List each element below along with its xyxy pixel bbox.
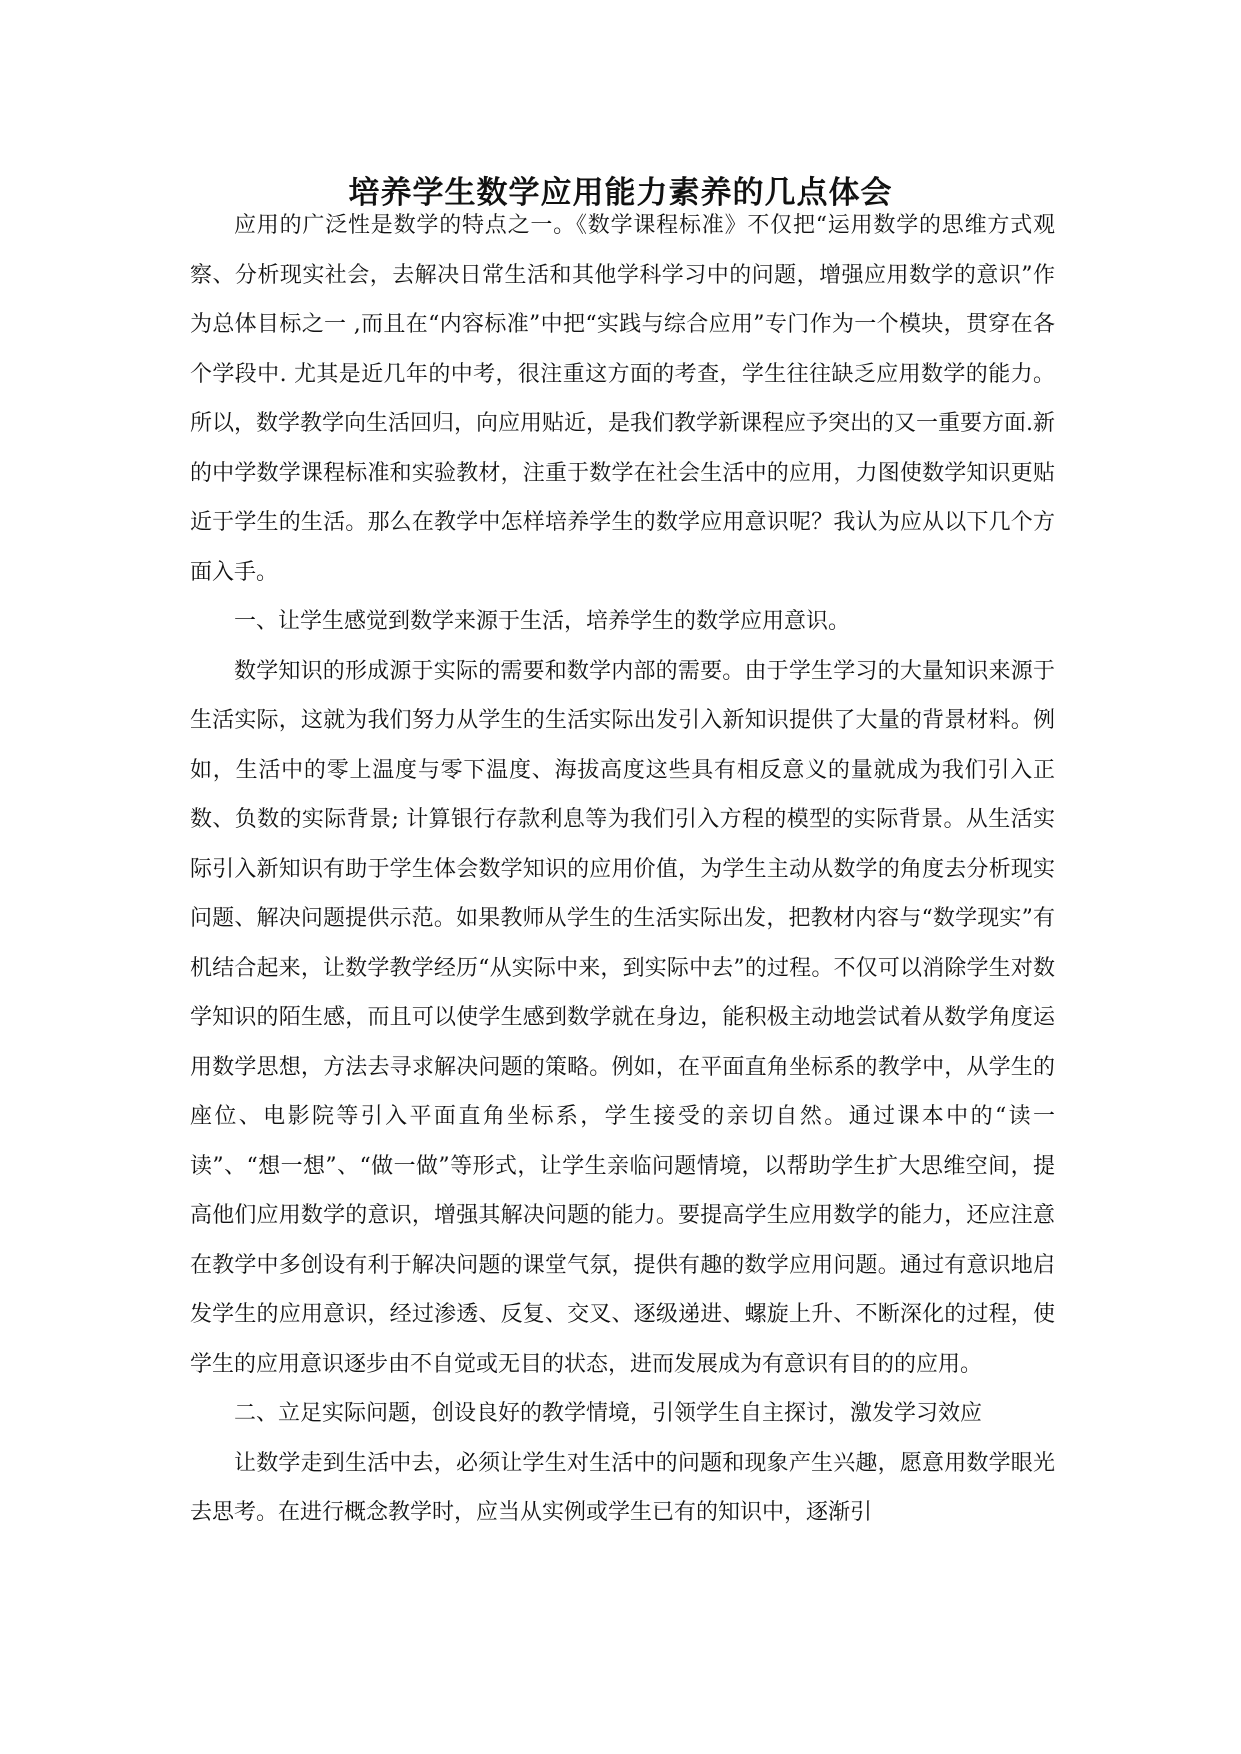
section-heading-1: 一、让学生感觉到数学来源于生活，培养学生的数学应用意识。 [234,609,851,634]
document-body [190,201,1055,1538]
paragraph-section-1: 数学知识的形成源于实际的需要和数学内部的需要。由于学生学习的大量知识来源于生活实际，这就为我们努力从学生的生活实际出发引入新知识提供了大量的背景材料。例如，生活中的零上温度与零下温度、海拔高度这些具有相反意义的量就成为我们引入正数、负数的实际背景; 计算银行存款利息等为我们引入方程的模型的实际背景。从生活实际引入新知识有助于学生体会数学知识的应用价值，为学生主动从数学的角度去分析现实问题、解决问题提供示范。如果教师从学生的生活实际出发，把教材内容与“数学现实”有机结合起来，让数学教学经历“从实际中来，到实际中去”的过程。不仅可以消除学生对数学知识的陌生感，而且可以使学生感到数学就在身边，能积极主动地尝试着从数学角度运用数学思想，方法去寻求解决问题的策略。例如，在平面直角坐标系的教学中，从学生的座位、电影院等引入平面直角坐标系，学生接受的亲切自然。通过课本中的“读一读”、“想一想”、“做一做”等形式，让学生亲临问题情境，以帮助学生扩大思维空间，提高他们应用数学的意识，增强其解决问题的能力。要提高学生应用数学的能力，还应注意在教学中多创设有利于解决问题的课堂气氛，提供有趣的数学应用问题。通过有意识地启发学生的应用意识，经过渗透、反复、交叉、逐级递进、螺旋上升、不断深化的过程，使学生的应用意识逐步由不自觉或无目的状态，进而发展成为有意识有目的的应用。 [190,658,1055,1377]
section-heading-2: 二、立足实际问题，创设良好的教学情境，引领学生自主探讨，激发学习效应 [234,1401,983,1426]
paragraph-section-2: 让数学走到生活中去，必须让学生对生活中的问题和现象产生兴趣，愿意用数学眼光去思考。在进行概念教学时，应当从实例或学生已有的知识中，逐渐引 [190,1450,1055,1525]
document-title: 培养学生数学应用能力素养的几点体会 [348,174,893,211]
paragraph-intro: 应用的广泛性是数学的特点之一。《数学课程标准》不仅把“运用数学的思维方式观察、分析现实社会，去解决日常生活和其他学科学习中的问题，增强应用数学的意识”作为总体目标之一 ,而且在“内容标准”中把“实践与综合应用”专门作为一个模块，贯穿在各个学段中. 尤其是近几年的中考，很注重这方面的考查，学生往往缺乏应用数学的能力。所以，数学教学向生活回归，向应用贴近，是我们教学新课程应予突出的又一重要方面.新的中学数学课程标准和实验教材，注重于数学在社会生活中的应用，力图使数学知识更贴近于学生的生活。那么在教学中怎样培养学生的数学应用意识呢？我认为应从以下几个方面入手。 [190,213,1055,585]
